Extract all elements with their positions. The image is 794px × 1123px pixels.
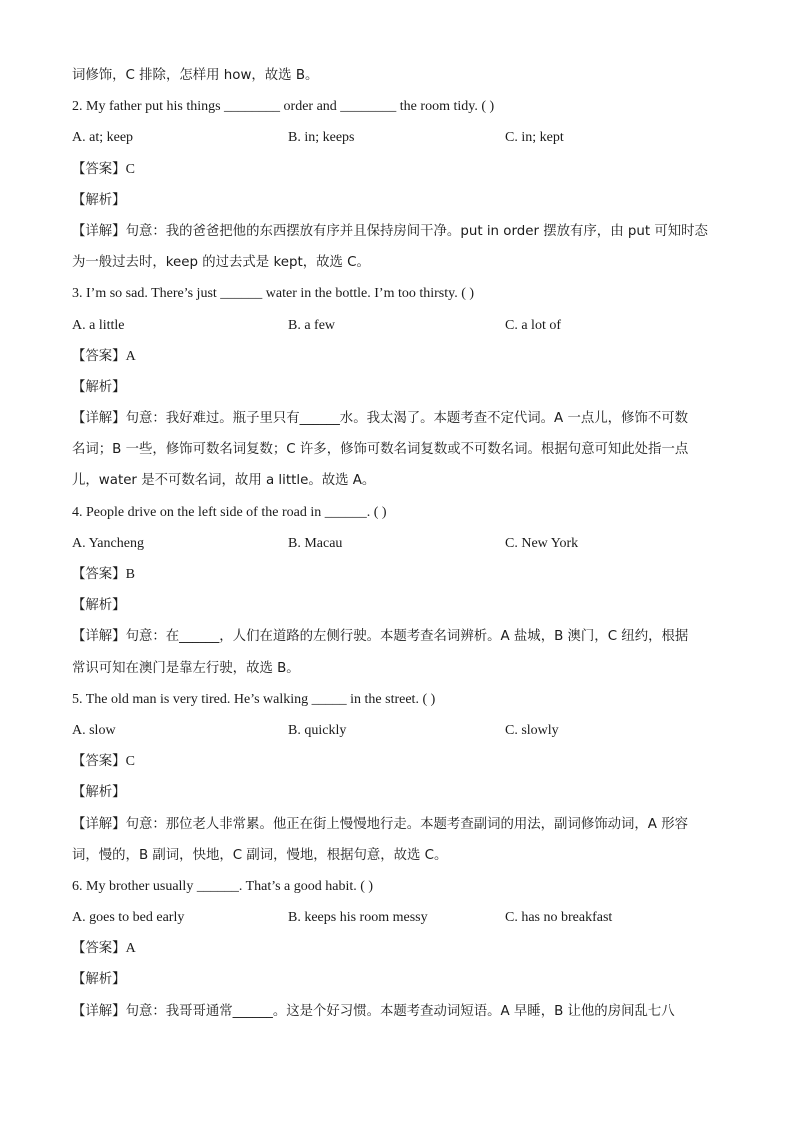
detail-text: 句意：那位老人非常累。他正在街上慢慢地行走。本题考查副词的用法，副词修饰动词，A 形容 <box>125 816 688 832</box>
detail-label: 【详解】 <box>72 1003 126 1019</box>
analysis-label: 【解析】 <box>72 785 126 801</box>
answer-line <box>72 933 732 964</box>
answer-line <box>72 341 732 372</box>
answer-label: 【答案】 <box>72 348 126 364</box>
detail-text: 句意：在______，人们在道路的左侧行驶。本题考查名词辨析。A 盐城，B 澳门，C 纽约，根据 <box>125 629 689 645</box>
detail-line: 为一般过去时，keep 的过去式是 kept，故选 C。 <box>72 255 370 271</box>
options-row <box>72 122 732 153</box>
analysis-label: 【解析】 <box>72 192 126 208</box>
question-stem: 5. The old man is very tired. He’s walking _____ in the street. ( ) <box>72 691 436 707</box>
option-b: B. in; keeps <box>288 130 355 146</box>
answer-value: A <box>125 941 136 957</box>
option-a: A. slow <box>72 722 116 738</box>
option-a: A. goes to bed early <box>72 910 185 926</box>
answer-label: 【答案】 <box>72 941 126 957</box>
answer-label: 【答案】 <box>72 161 126 177</box>
detail-label: 【详解】 <box>72 816 126 832</box>
option-b: B. quickly <box>288 722 347 738</box>
question-5 <box>72 684 732 871</box>
answer-value: C <box>125 161 135 177</box>
option-a: A. at; keep <box>72 130 134 146</box>
detail-label: 【详解】 <box>72 629 126 645</box>
detail-label: 【详解】 <box>72 411 126 427</box>
detail-line: 词，慢的，B 副词，快地，C 副词，慢地，根据句意，故选 C。 <box>72 847 448 863</box>
document-page <box>72 60 732 1027</box>
option-a: A. a little <box>72 317 125 333</box>
question-4 <box>72 497 732 684</box>
option-c: C. in; kept <box>505 130 564 146</box>
detail-line <box>72 403 732 434</box>
question-2 <box>72 91 732 278</box>
detail-text: 句意：我哥哥通常______。这是个好习惯。本题考查动词短语。A 早睡，B 让他的房间乱七八 <box>125 1003 675 1019</box>
answer-line <box>72 746 732 777</box>
answer-value: B <box>125 567 135 582</box>
option-c: C. New York <box>505 535 579 551</box>
question-stem: 4. People drive on the left side of the road in ______. ( ) <box>72 504 387 520</box>
options-row <box>72 902 732 933</box>
option-b: B. Macau <box>288 535 343 551</box>
detail-line <box>72 996 732 1027</box>
option-c: C. slowly <box>505 722 559 738</box>
analysis-label: 【解析】 <box>72 379 126 395</box>
options-row <box>72 310 732 341</box>
detail-line: 常识可知在澳门是靠左行驶，故选 B。 <box>72 660 300 676</box>
question-stem: 3. I’m so sad. There’s just ______ water in the bottle. I’m too thirsty. ( ) <box>72 286 475 302</box>
answer-label: 【答案】 <box>72 567 126 582</box>
options-row <box>72 715 732 746</box>
detail-label: 【详解】 <box>72 223 126 239</box>
answer-label: 【答案】 <box>72 754 126 770</box>
option-c: C. a lot of <box>505 317 561 333</box>
option-a: A. Yancheng <box>72 535 144 551</box>
options-row <box>72 528 732 559</box>
answer-value: C <box>125 754 135 770</box>
question-stem: 2. My father put his things ________ order and ________ the room tidy. ( ) <box>72 99 495 115</box>
detail-line <box>72 621 732 652</box>
question-stem: 6. My brother usually ______. That’s a good habit. ( ) <box>72 878 374 894</box>
answer-value: A <box>125 348 136 364</box>
option-b: B. a few <box>288 317 336 333</box>
detail-line: 儿，water 是不可数名词，故用 a little。故选 A。 <box>72 473 376 489</box>
detail-text: 句意：我的爸爸把他的东西摆放有序并且保持房间干净。put in order 摆放有序，由 put 可知时态 <box>125 223 708 239</box>
analysis-label: 【解析】 <box>72 972 126 988</box>
option-c: C. has no breakfast <box>505 910 613 926</box>
intro-line: 词修饰，C 排除，怎样用 how，故选 B。 <box>72 68 319 83</box>
detail-line: 名词；B 一些，修饰可数名词复数；C 许多，修饰可数名词复数或不可数名词。根据句意可知此处指一点 <box>72 442 689 458</box>
option-b: B. keeps his room messy <box>288 910 428 926</box>
answer-line <box>72 154 732 185</box>
question-3 <box>72 278 732 496</box>
question-6 <box>72 871 732 1027</box>
analysis-label: 【解析】 <box>72 598 126 614</box>
answer-line <box>72 559 732 590</box>
detail-line <box>72 216 732 247</box>
detail-line <box>72 809 732 840</box>
detail-text: 句意：我好难过。瓶子里只有______水。我太渴了。本题考查不定代词。A 一点儿，修饰不可数 <box>125 411 688 427</box>
